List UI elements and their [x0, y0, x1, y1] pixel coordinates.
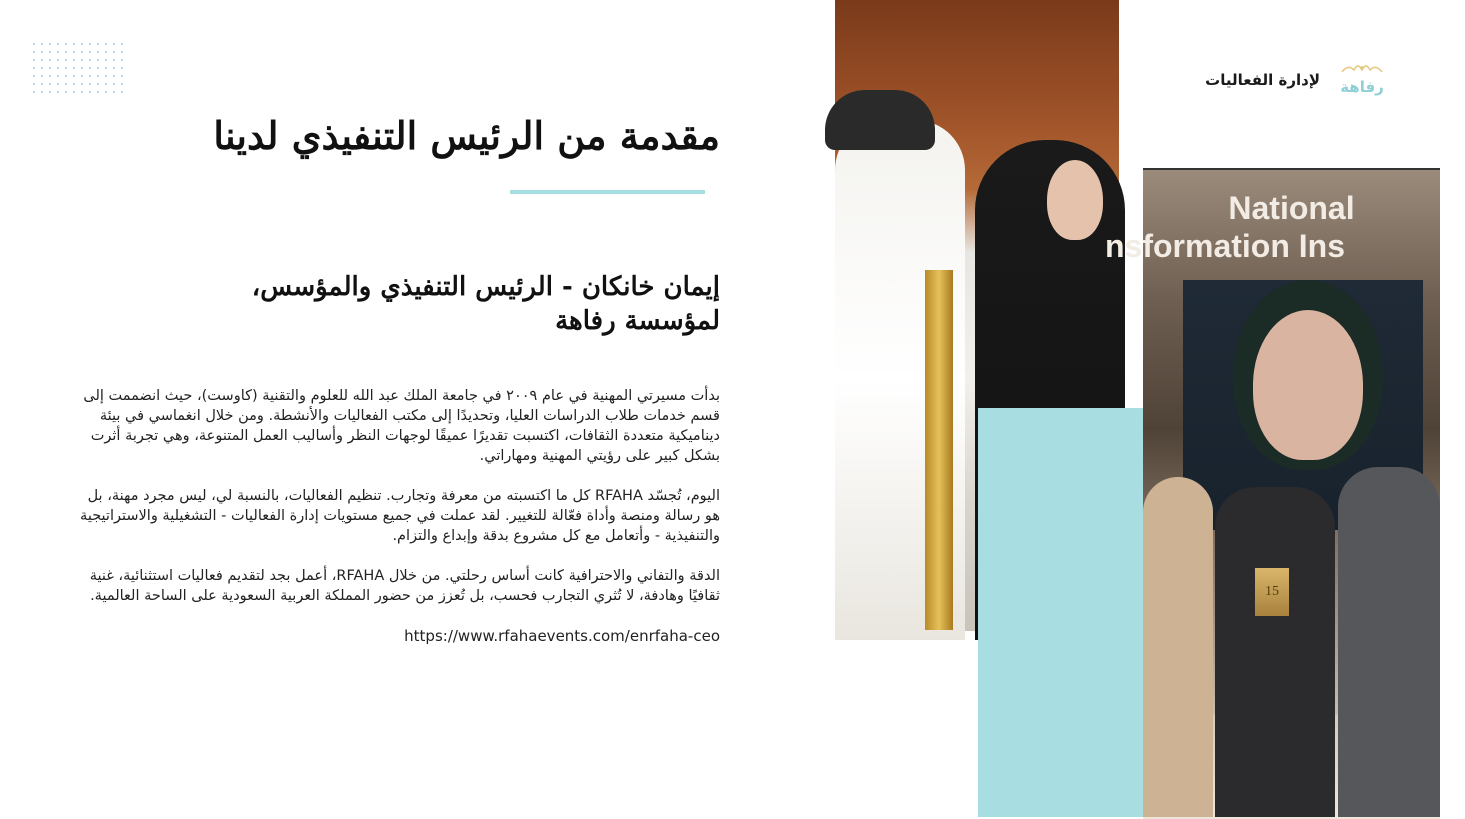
photo-person-left — [1143, 477, 1213, 817]
photo-trophy: 15 — [1255, 568, 1289, 616]
brand-tagline: لإدارة الفعاليات — [1205, 71, 1320, 89]
photo-banner-line-2: nsformation Ins — [1105, 228, 1346, 264]
rfaha-logo[interactable] — [1334, 60, 1390, 100]
rfaha-logo-icon — [1334, 60, 1390, 100]
ceo-intro-section — [60, 0, 720, 817]
photo-person-center — [1215, 487, 1335, 817]
photo-banner-line-1: National — [1228, 190, 1355, 226]
photo-figure-headdress — [825, 90, 935, 150]
page-title: مقدمة من الرئيس التنفيذي لدينا — [213, 113, 720, 158]
body-text — [80, 386, 720, 646]
ceo-page-link[interactable]: https://www.rfahaevents.com/enrfaha-ceo — [404, 627, 720, 645]
paragraph-1: بدأت مسيرتي المهنية في عام ٢٠٠٩ في جامعة الملك عبد الله للعلوم والتقنية (كاوست)، حيث انضممت إلى قسم خدمات طلاب الدراسات العليا، وتحديدًا إلى مكتب الفعاليات والأنشطة. ومن خلال انغماسي في بيئة ديناميكية متعددة الثقافات، اكتسبت تقديرًا عميقًا لوجهات النظر وأساليب العمل المتنوعة، وهي تجربة أثرت بشكل كبير على رؤيتي المهنية ومهاراتي. — [83, 388, 720, 464]
ceo-name-subtitle: إيمان خانكان - الرئيس التنفيذي والمؤسس، لمؤسسة رفاهة — [251, 272, 720, 336]
title-underline — [510, 190, 705, 194]
photo-figure-face — [1047, 160, 1103, 240]
decorative-teal-block — [978, 408, 1143, 817]
photo-person-right — [1338, 467, 1440, 817]
brand-header — [1205, 60, 1390, 100]
logo-wordmark: رفاهة — [1340, 78, 1384, 96]
photo-figure-gold-trim — [925, 270, 953, 630]
paragraph-2: اليوم، تُجسّد RFAHA كل ما اكتسبته من معرفة وتجارب. تنظيم الفعاليات، بالنسبة لي، ليس مجرد مهنة، بل هو رسالة ومنصة وأداة فعّالة للتغيير. لقد عملت في جميع مستويات إدارة الفعاليات - التشغيلية والاستراتيجية والتنفيذية - وأتعامل مع كل مشروع بدقة وإبداع والتزام. — [80, 488, 720, 544]
paragraph-3: الدقة والتفاني والاحترافية كانت أساس رحلتي. من خلال RFAHA، أعمل بجد لتقديم فعاليات استثنائية، غنية ثقافيًا وهادفة، لا تُثري التجارب فحسب، بل تُعزز من حضور المملكة العربية السعودية على الساحة العالمية. — [89, 568, 720, 604]
photo-screen-face — [1253, 310, 1363, 460]
award-photo — [1105, 168, 1440, 817]
